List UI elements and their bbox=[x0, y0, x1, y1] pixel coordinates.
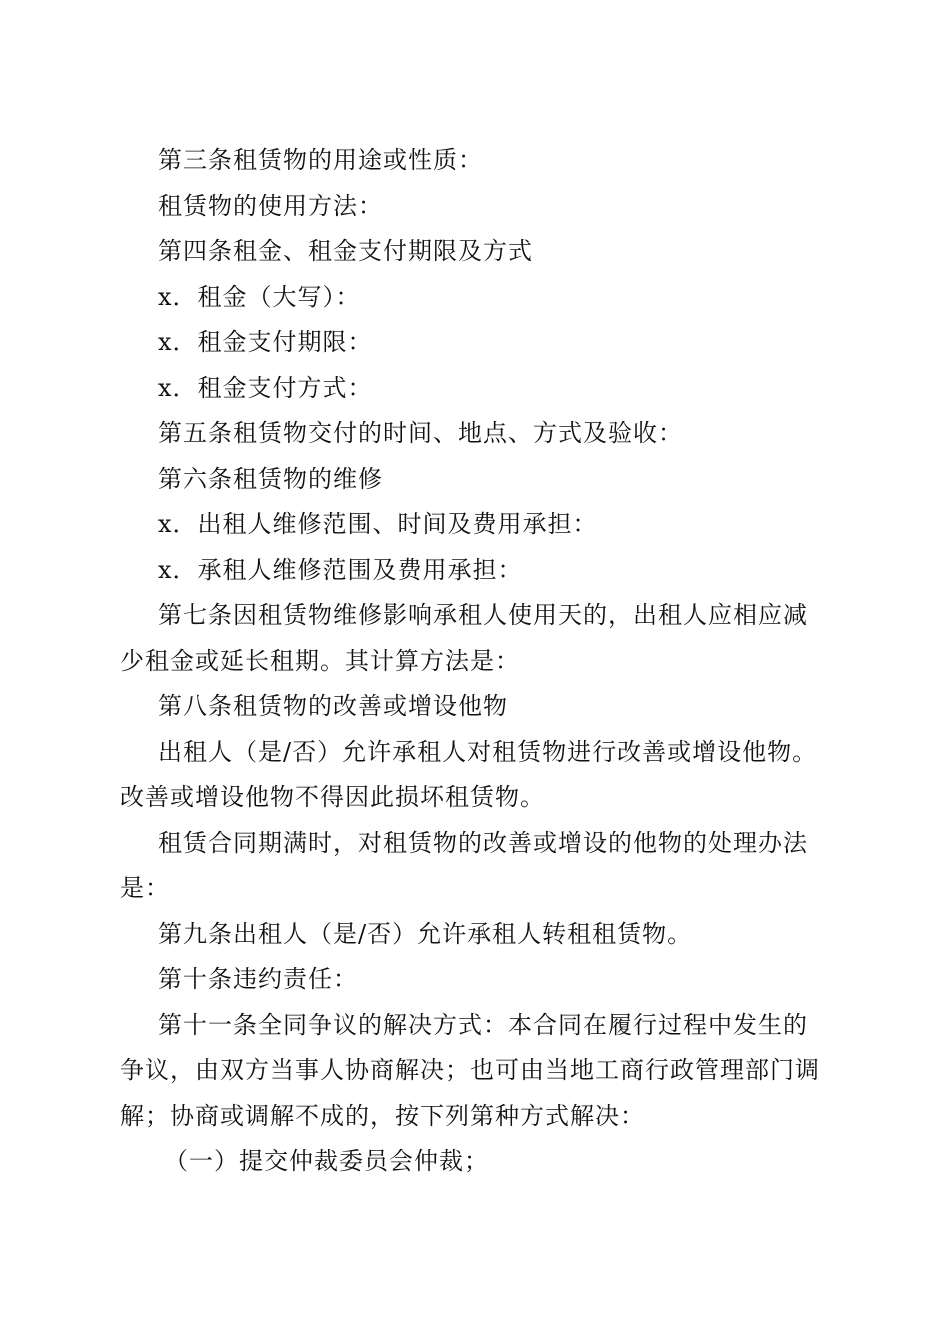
article-10: 第十条违约责任： bbox=[158, 965, 358, 993]
lessor-repair: x．出租人维修范围、时间及费用承担： bbox=[158, 510, 598, 538]
usage-method: 租赁物的使用方法： bbox=[158, 191, 383, 220]
rent-period: x．租金支付期限： bbox=[158, 328, 373, 356]
option-arbitration: （一）提交仲裁委员会仲裁； bbox=[164, 1147, 489, 1175]
article-5-heading: 第五条租赁物交付的时间、地点、方式及验收： bbox=[158, 419, 683, 447]
article-9: 第九条出租人（是/否）允许承租人转租租赁物。 bbox=[158, 919, 693, 948]
lessee-repair: x．承租人维修范围及费用承担： bbox=[158, 555, 523, 584]
article-8-heading: 第八条租赁物的改善或增设他物 bbox=[158, 692, 508, 720]
article-11: 第十一条全同争议的解决方式：本合同在履行过程中发生的争议，由双方当事人协商解决；也可由当地工商行政管理部门调解；协商或调解不成的，按下列第种方式解决： bbox=[120, 1010, 820, 1130]
article-3-heading: 第三条租赁物的用途或性质： bbox=[158, 146, 483, 174]
improvement-disposal: 租赁合同期满时，对租赁物的改善或增设的他物的处理办法是： bbox=[120, 828, 808, 902]
article-6-heading: 第六条租赁物的维修 bbox=[158, 464, 383, 493]
rent-amount: x．租金（大写）： bbox=[158, 282, 361, 311]
rent-method: x．租金支付方式： bbox=[158, 373, 373, 402]
article-4-heading: 第四条租金、租金支付期限及方式 bbox=[158, 237, 533, 265]
document-body bbox=[120, 138, 830, 1185]
article-7: 第七条因租赁物维修影响承租人使用天的，出租人应相应减少租金或延长租期。其计算方法是： bbox=[120, 601, 808, 675]
improvement-permission: 出租人（是/否）允许承租人对租赁物进行改善或增设他物。改善或增设他物不得因此损坏租赁物。 bbox=[120, 737, 818, 811]
